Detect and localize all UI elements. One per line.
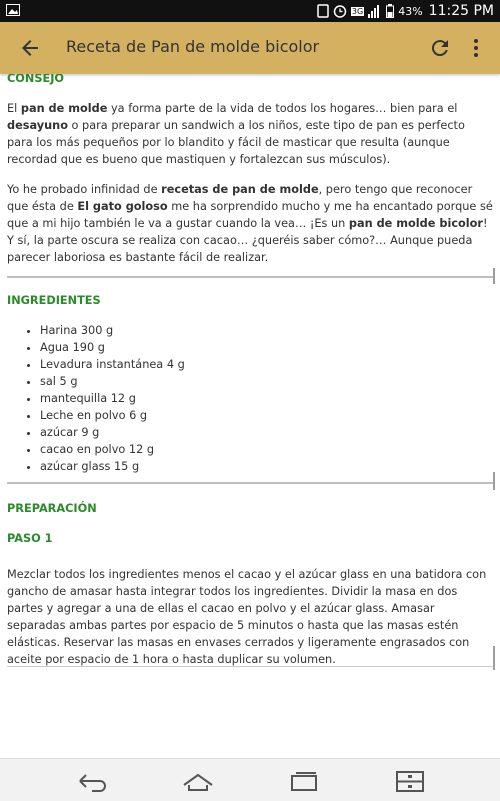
- section-divider: [7, 666, 493, 667]
- list-item: • Harina 300 g: [40, 322, 480, 339]
- section-divider: [7, 276, 493, 278]
- list-item: • sal 5 g: [40, 373, 480, 390]
- battery-icon: [386, 4, 394, 18]
- clock-time: 11:25 PM: [428, 3, 494, 19]
- scroll-indicator: [493, 472, 495, 490]
- list-item: • cacao en polvo 12 g: [40, 441, 480, 458]
- more-vert-icon[interactable]: [464, 36, 488, 60]
- system-nav-bar: [0, 758, 500, 801]
- nav-home-icon[interactable]: [180, 769, 216, 793]
- list-item: • Leche en polvo 6 g: [40, 407, 480, 424]
- refresh-icon[interactable]: [428, 36, 452, 60]
- list-item: • Levadura instantánea 4 g: [40, 356, 480, 373]
- signal-icon: [368, 4, 382, 18]
- status-bar: [0, 0, 500, 22]
- app-bar: [0, 22, 500, 74]
- alarm-clock-icon: [333, 4, 347, 18]
- gallery-icon: [6, 4, 20, 16]
- list-item: • azúcar 9 g: [40, 424, 480, 441]
- 3g-icon: 3G: [351, 6, 364, 16]
- list-item: • azúcar glass 15 g: [40, 458, 480, 475]
- nav-back-icon[interactable]: [74, 769, 110, 793]
- page-title: Receta de Pan de molde bicolor: [66, 37, 320, 56]
- step-heading: PASO 1: [7, 532, 53, 545]
- list-item: • Agua 190 g: [40, 339, 480, 356]
- battery-percentage: 43%: [398, 4, 423, 18]
- scroll-indicator: [493, 268, 495, 284]
- step-text: Mezclar todos los ingredientes menos el cacao y el azúcar glass en una batidora con gancho de amasar hasta integrar todos los ingredientes. Dividir la masa en dos partes y agregar a una de ellas el cacao en polvo y el azúcar glass. Amasar separadas ambas partes por espacio de 5 minutos o hasta que las masas estén elásticas. Reservar las masas en envases cerrados y ligeramente engrasados con aceite por espacio de 1 hora o hasta duplicar su volumen.: [7, 568, 487, 666]
- ingredientes-heading: INGREDIENTES: [7, 294, 101, 307]
- nav-recent-apps-icon[interactable]: [286, 769, 322, 793]
- consejo-paragraph-1: El pan de molde ya forma parte de la vida de todos los hogares… bien para el desayuno o para preparar un sandwich a los niños, este tipo de pan es perfecto para los más pequeños por lo blandito y fácil de masticar que resulta (aunque recordad que es bueno que mastiquen y fortalezcan sus músculos).: [7, 102, 465, 166]
- consejo-paragraph-2: Yo he probado infinidad de recetas de pan de molde, pero tengo que reconocer que ésta de El gato goloso me ha sorprendido mucho y me ha encantado porque sé que a mi hijo también le va a gustar cuando la vea… ¡Es un pan de molde bicolor! Y sí, la parte oscura se realiza con cacao… ¿queréis saber cómo?… Aunque pueda parecer laboriosa es bastante fácil de realizar.: [7, 183, 493, 264]
- consejo-heading: CONSEJO: [7, 74, 65, 85]
- section-divider: [7, 482, 493, 484]
- recipe-content[interactable]: [0, 74, 500, 758]
- back-arrow-icon[interactable]: [18, 36, 42, 60]
- phone-sim-icon: [317, 4, 329, 18]
- scroll-indicator: [493, 646, 495, 670]
- ingredients-list: [0, 322, 480, 475]
- list-item: • mantequilla 12 g: [40, 390, 480, 407]
- nav-dual-window-icon[interactable]: [392, 769, 428, 793]
- preparacion-heading: PREPARACIÓN: [7, 502, 97, 515]
